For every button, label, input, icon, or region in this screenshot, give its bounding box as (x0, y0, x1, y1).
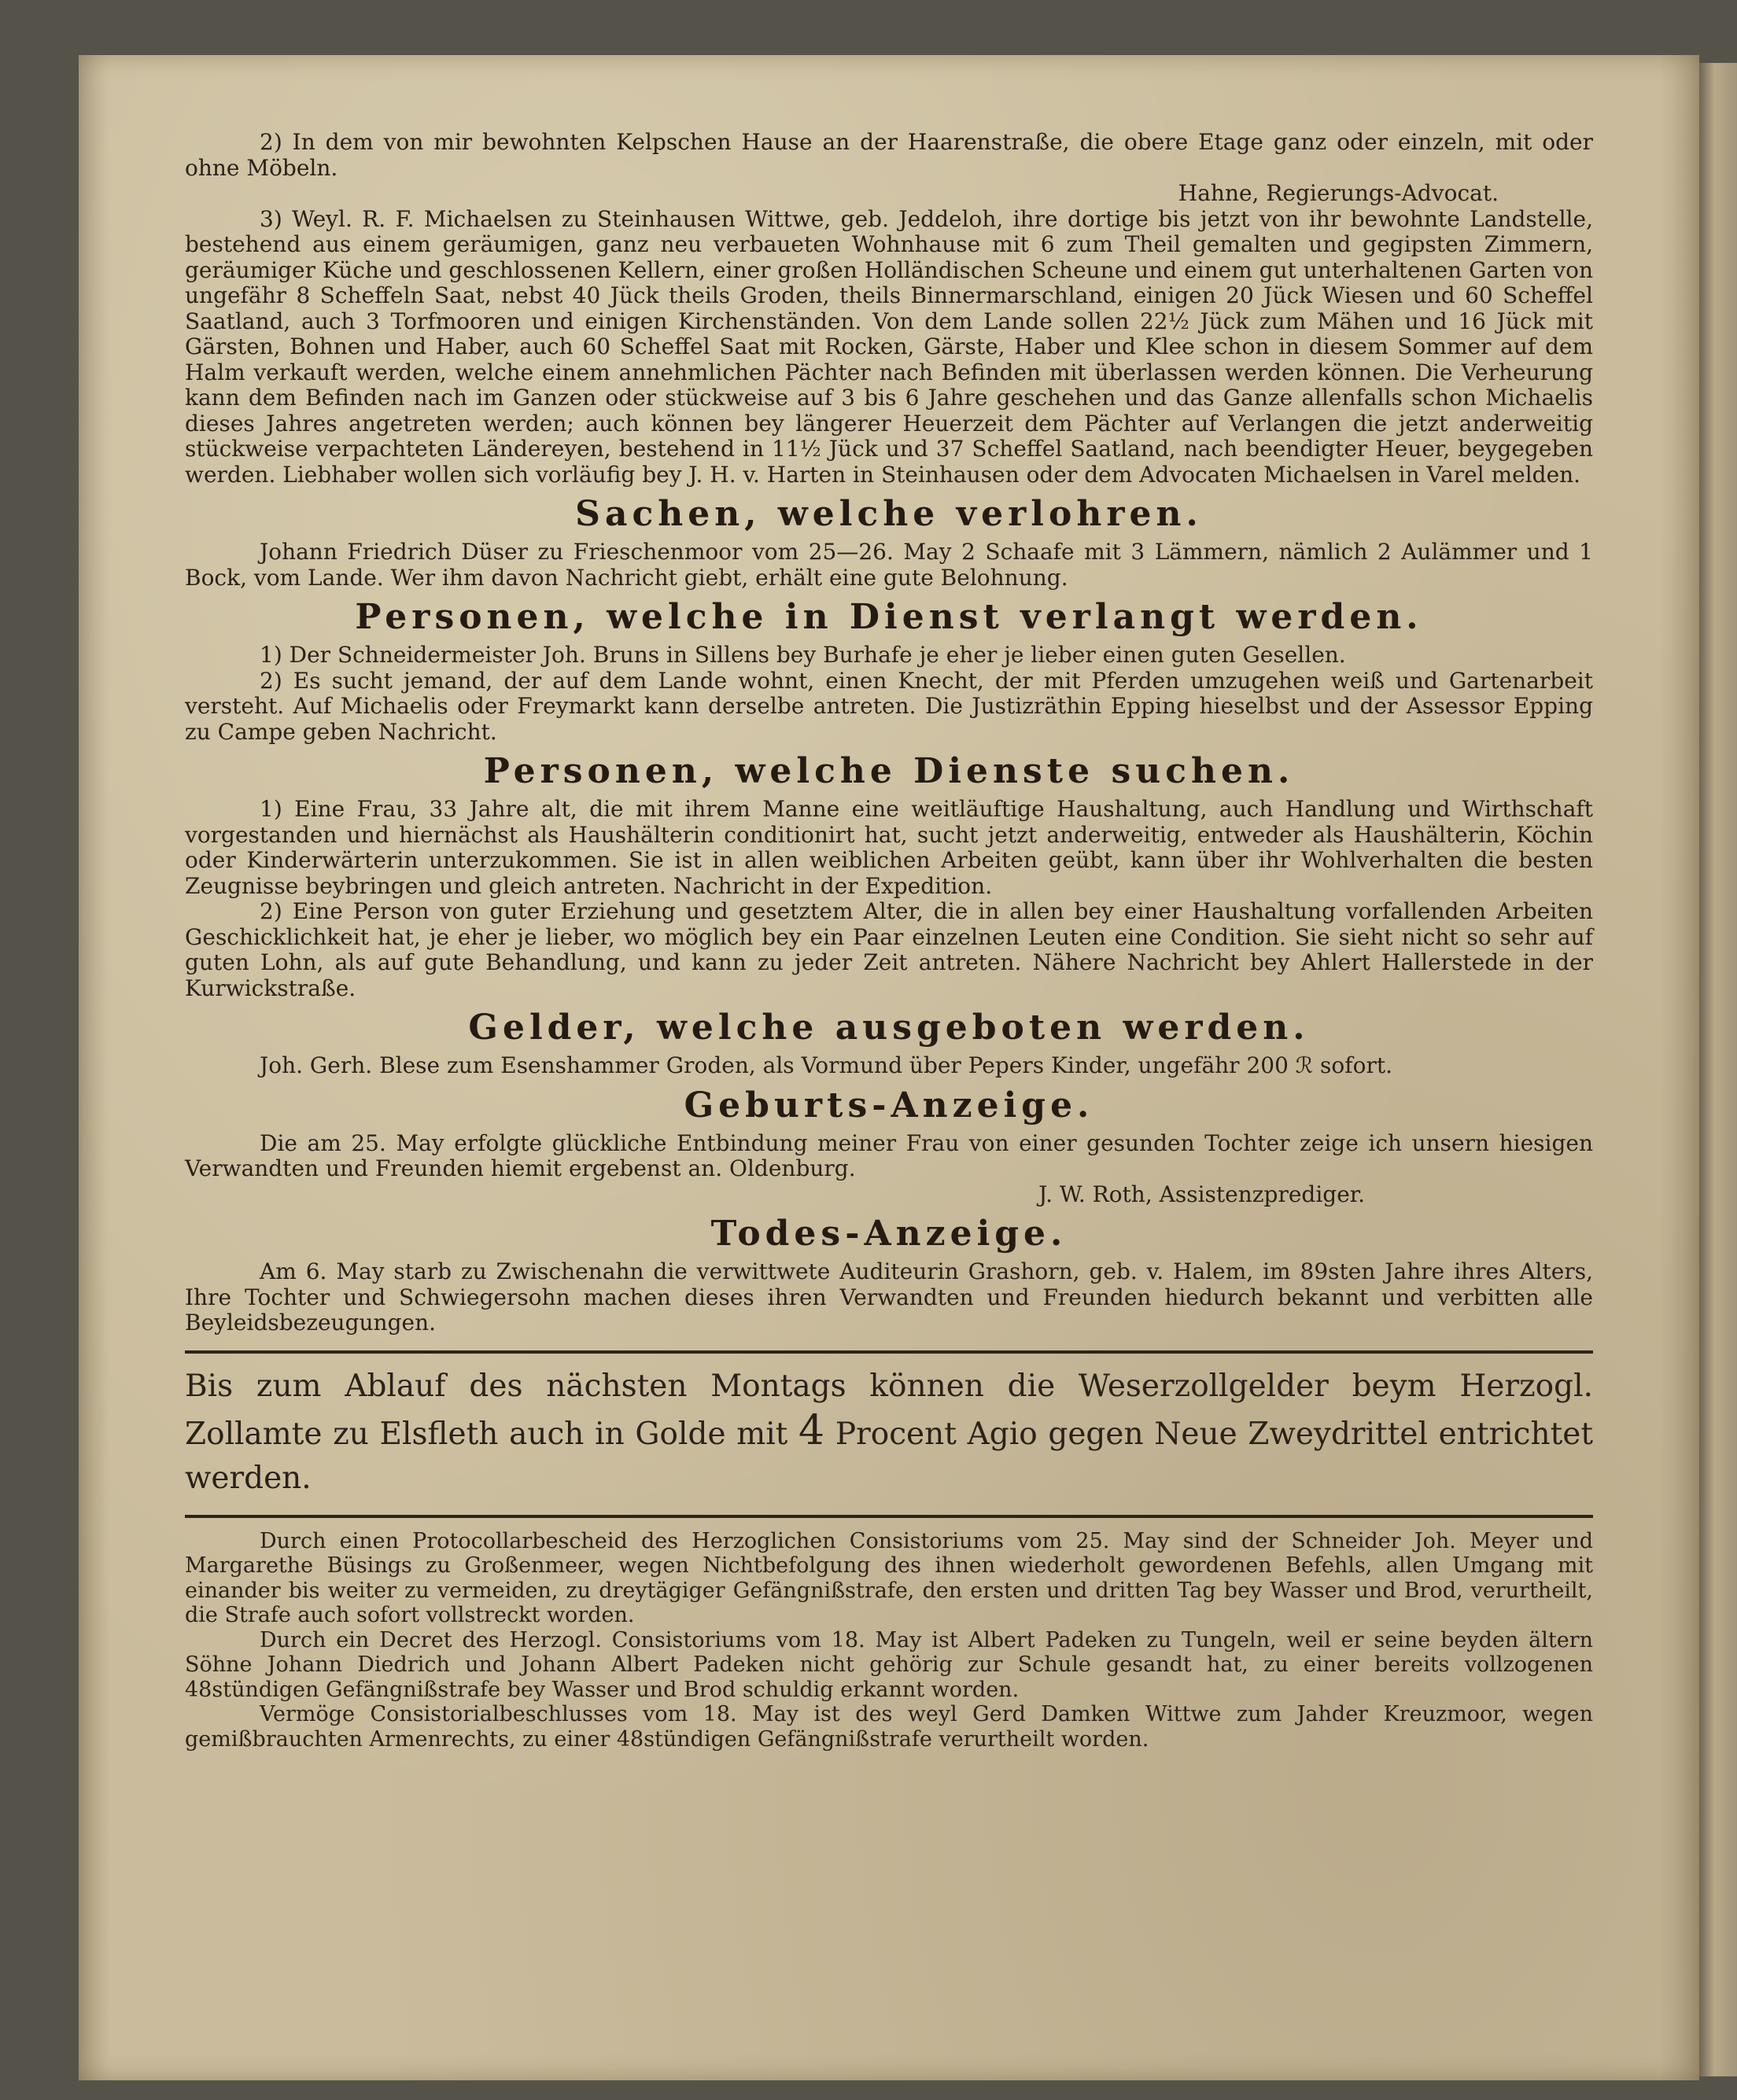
rental-notice-house: 2) In dem von mir bewohnten Kelpschen Hause an der Haarenstraße, die obere Etage ganz oder einzeln, mit oder ohne Möbeln. (185, 129, 1593, 181)
seeking-item-1: 1) Eine Frau, 33 Jahre alt, die mit ihrem Manne eine weitläuftige Haushaltung, auch Handlung und Wirthschaft vorgestanden und hiernächst als Haushälterin conditionirt hat, sucht jetzt anderweitig, entweder als Haushälterin, Köchin oder Kinderwärterin unterzukommen. Sie ist in allen weiblichen Arbeiten geübt, kann über ihr Wohlverhalten die besten Zeugnisse beybringen und gleich antreten. Nachricht in der Expedition. (185, 796, 1593, 899)
birth-announcement-text: Die am 25. May erfolgte glückliche Entbindung meiner Frau von einer gesunden Tochter zeige ich unsern hiesigen Verwandten und Freunden hiemit ergebenst an. Oldenburg. (185, 1129, 1593, 1181)
lost-items-text: Johann Friedrich Düser zu Frieschenmoor vom 25—26. May 2 Schaafe mit 3 Lämmern, nämlich 2 Aulämmer und 1 Bock, vom Lande. Wer ihm davon Nachricht giebt, erhält eine gute Belohnung. (185, 539, 1593, 591)
rental-notice-landstelle: 3) Weyl. R. F. Michaelsen zu Steinhausen Wittwe, geb. Jeddeloh, ihre dortige bis jetzt von ihr bewohnte Landstelle, bestehend aus einem geräumigen, ganz neu verbaueten Wohnhause mit 6 zum Theil gemalten und gegipsten Zimmern, geräumiger Küche und geschlossenen Kellern, einer großen Holländischen Scheune und einem gut unterhaltenen Garten von ungefähr 8 Scheffeln Saat, nebst 40 Jück theils Groden, theils Binnermarschland, einigen 20 Jück Wiesen und 60 Scheffel Saatland, auch 3 Torfmooren und einigen Kirchenständen. Von dem Lande sollen 22½ Jück zum Mähen und 16 Jück mit Gärsten, Bohnen und Haber, auch 60 Scheffel Saat mit Rocken, Gärste, Haber und Klee schon in diesem Sommer auf dem Halm verkauft werden, welche einem annehmlichen Pächter nach Befinden mit überlassen werden können. Die Verheurung kann dem Befinden nach im Ganzen oder stückweise auf 3 bis 6 Jahre geschehen und das Ganze allenfalls schon Michaelis dieses Jahres angetreten werden; auch können bey längerer Heuerzeit dem Pächter auf Verlangen die jetzt anderweitig stückweise verpachteten Ländereyen, bestehend in 11½ Jück und 37 Scheffel Saatland, nach beendigter Heuer, beygegeben werden. Liebhaber wollen sich vorläufig bey J. H. v. Harten in Steinhausen oder dem Advocaten Michaelsen in Varel melden. (185, 205, 1593, 488)
decree-3: Vermöge Consistorialbeschlusses vom 18. May ist des weyl Gerd Damken Wittwe zum Jahder Kreuzmoor, wegen gemißbrauchten Armenrechts, zu einer 48stündigen Gefängnißstrafe verurtheilt worden. (185, 1702, 1593, 1752)
divider-bottom (185, 1515, 1593, 1518)
heading-death-announcement: Todes-Anzeige. (710, 1214, 1068, 1254)
heading-birth-announcement: Geburts-Anzeige. (684, 1085, 1094, 1126)
seeking-item-2: 2) Eine Person von guter Erziehung und gesetztem Alter, die in allen bey einer Haushaltung vorfallenden Arbeiten Geschicklichkeit hat, je eher je lieber, wo möglich bey ein Paar einzelnen Leuten eine Condition. Sie sieht nicht so sehr auf guten Lohn, als auf gute Behandlung, und kann zu jeder Zeit antreten. Nähere Nachricht bey Ahlert Hallerstede in der Kurwickstraße. (185, 898, 1593, 1001)
toll-notice-number: 4 (798, 1406, 825, 1454)
wanted-item-1: 1) Der Schneidermeister Joh. Bruns in Sillens bey Burhafe je eher je lieber einen guten Gesellen. (260, 642, 1346, 668)
money-offered-text: Joh. Gerh. Blese zum Esenshammer Groden, als Vormund über Pepers Kinder, ungefähr 200 ℛ sofort. (260, 1052, 1393, 1078)
heading-lost-items: Sachen, welche verlohren. (575, 494, 1203, 534)
birth-place: Oldenburg. (729, 1155, 856, 1181)
wanted-item-2: 2) Es sucht jemand, der auf dem Lande wohnt, einen Knecht, der mit Pferden umzugehen weiß und Gartenarbeit versteht. Auf Michaelis oder Freymarkt kann derselbe antreten. Die Justizräthin Epping hieselbst und der Assessor Epping zu Campe geben Nachricht. (185, 667, 1593, 745)
heading-persons-wanted: Personen, welche in Dienst verlangt werden. (355, 597, 1423, 637)
divider-top (185, 1350, 1593, 1354)
decree-2: Durch ein Decret des Herzogl. Consistoriums vom 18. May ist Albert Padeken zu Tungeln, weil er seine beyden ältern Söhne Johann Diedrich und Johann Albert Padeken nicht gehörig zur Schule gesandt hat, zu einer bereits vollzogenen 48stündigen Gefängnißstrafe bey Wasser und Brod schuldig erkannt worden. (185, 1627, 1593, 1702)
toll-notice: Bis zum Ablauf des nächsten Montags können die Weserzollgelder beym Herzogl. Zollamte zu Elsfleth auch in Golde mit 4 Procent Agio gegen Neue Zweydrittel entrichtet werden. (185, 1368, 1593, 1496)
signature-hahne: Hahne, Regierungs-Advocat. (1178, 180, 1499, 206)
heading-persons-seeking: Personen, welche Dienste suchen. (483, 751, 1295, 791)
decree-1: Durch einen Protocollarbescheid des Herzoglichen Consistoriums vom 25. May sind der Schneider Joh. Meyer und Margarethe Büsings zu Großenmeer, wegen Nichtbefolgung des ihnen wiederholt gewordenen Befehls, allen Umgang mit einander bis weiter zu vermeiden, zu dreytägiger Gefängnißstrafe, den ersten und dritten Tag bey Wasser und Brod, verurtheilt, die Strafe auch sofort vollstreckt worden. (185, 1528, 1593, 1627)
signature-roth: J. W. Roth, Assistenzprediger. (1038, 1181, 1365, 1207)
adjacent-page-edge (1699, 63, 1737, 2076)
death-announcement-text: Am 6. May starb zu Zwischenahn die verwittwete Auditeurin Grashorn, geb. v. Halem, im 89sten Jahre ihres Alters, Ihre Tochter und Schwiegersohn machen dieses ihren Verwandten und Freunden hiedurch bekannt und verbitten alle Beyleidsbezeugungen. (185, 1258, 1593, 1336)
heading-money-offered: Gelder, welche ausgeboten werden. (468, 1008, 1310, 1048)
page-content (185, 130, 1593, 1752)
